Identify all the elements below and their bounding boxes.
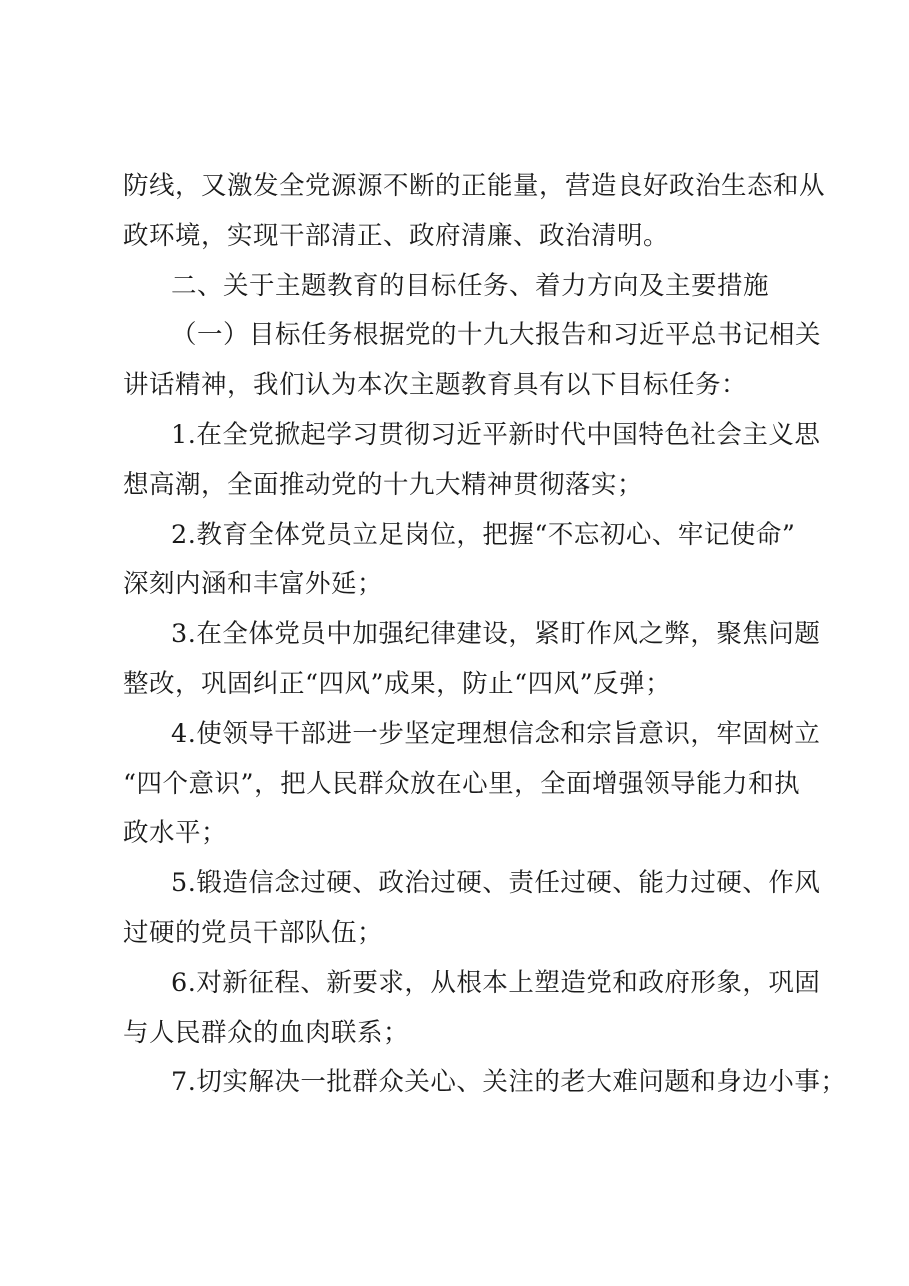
paragraph-line: （一）目标任务根据党的十九大报告和习近平总书记相关 (171, 320, 822, 351)
list-item-line: 深刻内涵和丰富外延； (123, 569, 384, 600)
list-item-line: 6.对新征程、新要求，从根本上塑造党和政府形象，巩固 (171, 967, 821, 998)
list-item-line: “四个意识”，把人民群众放在心里，全面增强领导能力和执 (123, 768, 801, 799)
list-item-line: 与人民群众的血肉联系； (123, 1017, 410, 1048)
list-item-line: 整改，巩固纠正“四风”成果，防止“四风”反弹； (123, 668, 672, 699)
section-heading: 二、关于主题教育的目标任务、着力方向及主要措施 (171, 270, 770, 301)
list-item-line: 3.在全体党员中加强纪律建设，紧盯作风之弊，聚焦问题 (171, 619, 821, 650)
list-item-line: 过硬的党员干部队伍； (123, 917, 384, 948)
paragraph-line: 讲话精神，我们认为本次主题教育具有以下目标任务： (123, 370, 748, 401)
list-item-line: 政水平； (123, 818, 228, 849)
list-item-line: 2.教育全体党员立足岗位，把握“不忘初心、牢记使命” (171, 519, 796, 550)
list-item-line: 5.锻造信念过硬、政治过硬、责任过硬、能力过硬、作风 (171, 868, 821, 899)
paragraph-line: 防线，又激发全党源源不断的正能量，营造良好政治生态和从 (123, 171, 826, 201)
list-item-line: 1.在全党掀起学习贯彻习近平新时代中国特色社会主义思 (171, 419, 821, 450)
document-page (123, 162, 847, 1108)
list-item-line: 想高潮，全面推动党的十九大精神贯彻落实； (123, 469, 644, 500)
list-item-line: 4.使领导干部进一步坚定理想信念和宗旨意识，牢固树立 (171, 718, 821, 749)
paragraph-line: 政环境，实现干部清正、政府清廉、政治清明。 (123, 220, 670, 251)
list-item-line: 7.切实解决一批群众关心、关注的老大难问题和身边小事； (171, 1067, 847, 1098)
